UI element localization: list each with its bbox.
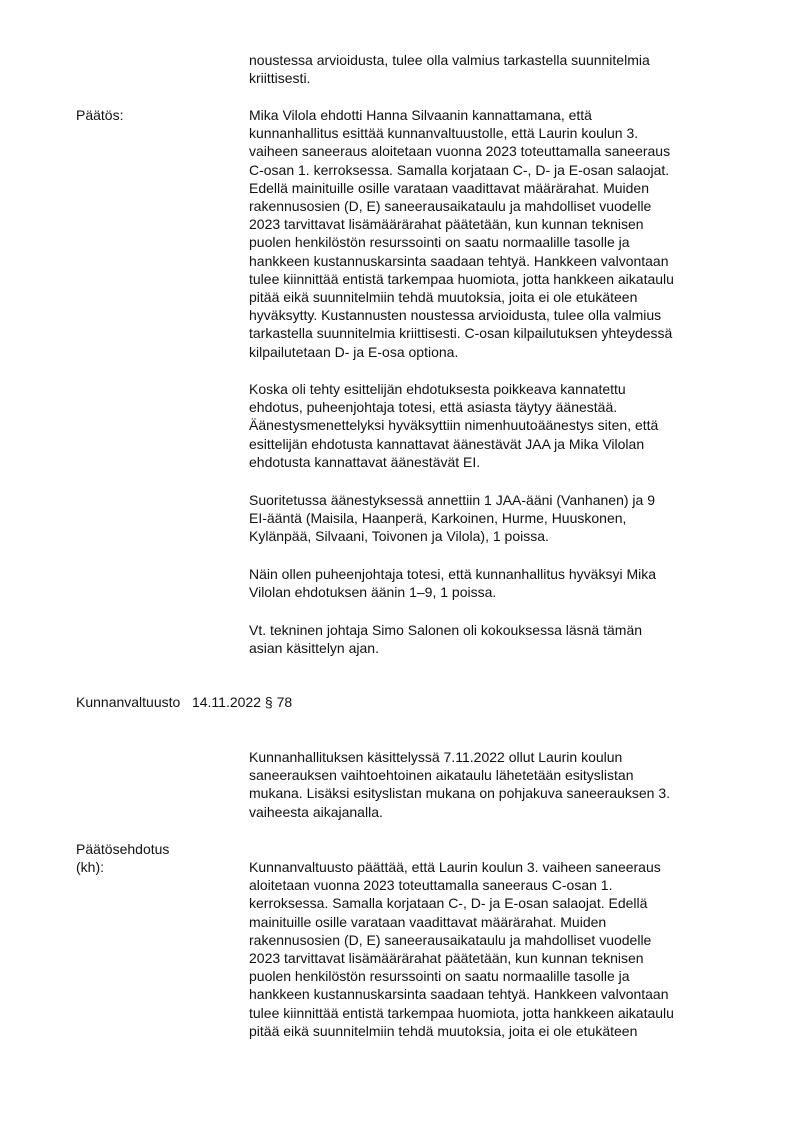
text-line: pitää eikä suunnitelmiin tehdä muutoksia, joita ei ole etukäteen: [249, 1022, 638, 1039]
text-line: puolen henkilöstön resurssointi on saatu normaalille tasolle ja: [249, 968, 630, 985]
text-line: vaiheesta aikajanalla.: [249, 803, 383, 820]
text-line: puolen henkilöstön resurssointi on saatu normaalille tasolle ja: [249, 234, 630, 251]
text-line: noustessa arvioidusta, tulee olla valmius tarkastella suunnitelmia: [249, 52, 650, 68]
text-line: kerroksessa. Samalla korjataan C-, D- ja E-osan salaojat. Edellä: [249, 895, 648, 912]
text-line: aloitetaan vuonna 2023 toteuttamalla saneeraus C-osan 1.: [249, 877, 613, 894]
council-heading: Kunnanvaltuusto 14.11.2022 § 78: [76, 694, 293, 710]
decision-paragraph-4: [249, 565, 749, 601]
proposal-label-line: (kh):: [76, 859, 104, 875]
text-line: 2023 tarvittavat lisämäärärahat päätetään, kun kunnan teknisen: [249, 950, 644, 967]
text-line: asian käsittelyn ajan.: [249, 640, 379, 657]
text-line: hyväksytty. Kustannusten noustessa arvioidusta, tulee olla valmius: [249, 307, 662, 324]
text-line: saneerauksen vaihtoehtoinen aikataulu lähetetään esityslistan: [249, 767, 634, 784]
text-line: Vt. tekninen johtaja Simo Salonen oli kokouksessa läsnä tämän: [249, 622, 643, 638]
proposal-label: [76, 840, 169, 876]
continuation-text: [249, 51, 749, 87]
text-line: tulee kiinnittää entistä tarkempaa huomiota, jotta hankkeen aikataulu: [249, 1004, 674, 1021]
decision-paragraph-5: [249, 621, 749, 657]
text-line: mainituille osille varataan vaadittavat määrärahat. Muiden: [249, 913, 607, 930]
text-line: hankkeen kustannuskarsinta saadaan tehtyä. Hankkeen valvontaan: [249, 986, 669, 1003]
council-intro: [249, 748, 749, 821]
proposal-label-line: Päätösehdotus: [76, 841, 170, 857]
text-line: Koska oli tehty esittelijän ehdotuksesta poikkeava kannatettu: [249, 381, 626, 397]
text-line: Suoritetussa äänestyksessä annettiin 1 JAA-ääni (Vanhanen) ja 9: [249, 492, 655, 508]
decision-paragraph-3: [249, 491, 749, 546]
text-line: Edellä mainituille osille varataan vaadittavat määrärahat. Muiden: [249, 179, 649, 196]
decision-paragraph-2: [249, 380, 749, 471]
text-line: Mika Vilola ehdotti Hanna Silvaanin kannattamana, että: [249, 107, 592, 123]
text-line: tarkastella suunnitelmia kriittisesti. C-osan kilpailutuksen yhteydessä: [249, 325, 673, 342]
text-line: C-osan 1. kerroksessa. Samalla korjataan C-, D- ja E-osan salaojat.: [249, 161, 670, 178]
text-line: mukana. Lisäksi esityslistan mukana on pohjakuva saneerauksen 3.: [249, 785, 671, 802]
text-line: kilpailutetaan D- ja E-osa optiona.: [249, 343, 459, 360]
text-line: Kunnanvaltuusto päättää, että Laurin koulun 3. vaiheen saneeraus: [249, 859, 661, 875]
text-line: kunnanhallitus esittää kunnanvaltuustolle, että Laurin koulun 3.: [249, 125, 639, 142]
text-line: vaiheen saneeraus aloitetaan vuonna 2023 toteuttamalla saneeraus: [249, 143, 671, 160]
text-line: ehdotusta kannattavat äänestävät EI.: [249, 453, 481, 470]
text-line: tulee kiinnittää entistä tarkempaa huomiota, jotta hankkeen aikataulu: [249, 270, 674, 287]
text-line: kriittisesti.: [249, 70, 311, 87]
text-line: 2023 tarvittavat lisämäärärahat päätetään, kun kunnan teknisen: [249, 216, 644, 233]
decision-label: Päätös:: [76, 107, 124, 123]
proposal-text: [249, 858, 749, 1040]
text-line: rakennusosien (D, E) saneerausaikataulu ja mahdolliset vuodelle: [249, 198, 652, 215]
text-line: hankkeen kustannuskarsinta saadaan tehtyä. Hankkeen valvontaan: [249, 252, 669, 269]
text-line: EI-ääntä (Maisila, Haanperä, Karkoinen, Hurme, Huuskonen,: [249, 510, 627, 527]
text-line: Kunnanhallituksen käsittelyssä 7.11.2022 ollut Laurin koulun: [249, 749, 623, 765]
decision-paragraph-1: [249, 106, 749, 361]
text-line: Vilolan ehdotuksen äänin 1–9, 1 poissa.: [249, 584, 497, 601]
text-line: rakennusosien (D, E) saneerausaikataulu ja mahdolliset vuodelle: [249, 931, 652, 948]
text-line: esittelijän ehdotusta kannattavat äänestävät JAA ja Mika Vilolan: [249, 435, 645, 452]
text-line: pitää eikä suunnitelmiin tehdä muutoksia, joita ei ole etukäteen: [249, 289, 638, 306]
text-line: Äänestysmenettelyksi hyväksyttiin nimenhuutoäänestys siten, että: [249, 417, 659, 434]
text-line: Kylänpää, Silvaani, Toivonen ja Vilola), 1 poissa.: [249, 528, 549, 545]
text-line: ehdotus, puheenjohtaja totesi, että asiasta täytyy äänestää.: [249, 399, 618, 416]
text-line: Näin ollen puheenjohtaja totesi, että kunnanhallitus hyväksyi Mika: [249, 566, 657, 582]
